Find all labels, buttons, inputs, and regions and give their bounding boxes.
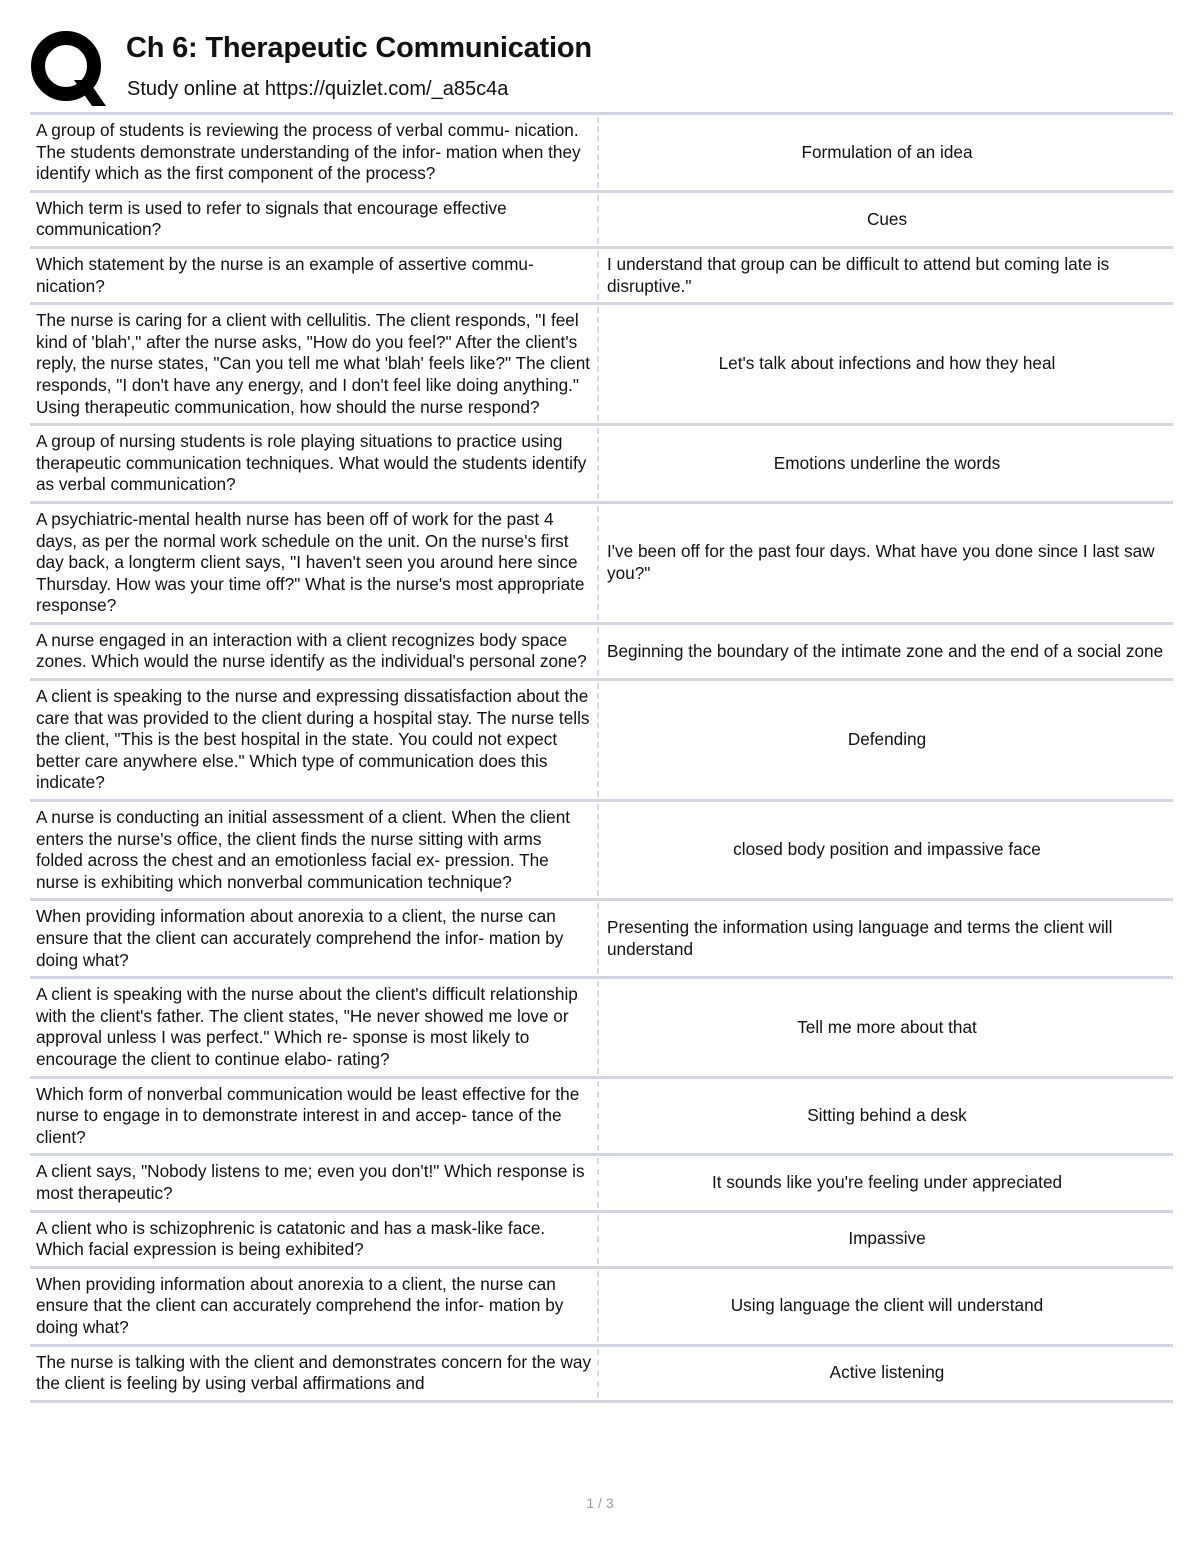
page-subtitle: Study online at https://quizlet.com/_a85c4a — [127, 78, 509, 100]
flashcard-term: A psychiatric-mental health nurse has been off of work for the past 4 days, as per the normal work schedule on the unit. On the nurse's first day back, a longterm client says, "I haven't seen you around here since Thursday. How was your time off?" What is the nurse's most appropriate response? — [30, 506, 599, 620]
flashcard-definition: I understand that group can be difficult to attend but coming late is disruptive." — [607, 253, 1110, 296]
flashcard-definition: Using language the client will understand — [730, 1295, 1044, 1316]
flashcard-definition: Impassive — [848, 1228, 926, 1249]
flashcard-term: A client is speaking to the nurse and expressing dissatisfaction about the care that was provided to the client during a hospital stay. The nurse tells the client, "This is the best hospital in the state. You could not expect better care anywhere else." Which type of communication does this indicate? — [30, 683, 599, 797]
flashcard-row — [30, 1079, 1173, 1157]
flashcard-term: A client says, "Nobody listens to me; even you don't!" Which response is most therapeutic? — [30, 1158, 599, 1207]
flashcard-definition: Defending — [847, 729, 927, 750]
flashcard-term: Which term is used to refer to signals that encourage effective communication? — [30, 195, 599, 244]
flashcard-definition: Tell me more about that — [797, 1016, 977, 1037]
flashcard-definition: I've been off for the past four days. What have you done since I last saw you?" — [607, 541, 1155, 583]
quizlet-logo-icon — [30, 30, 106, 106]
page-indicator: 1 / 3 — [586, 1495, 614, 1511]
page-title: Ch 6: Therapeutic Communication — [126, 32, 592, 64]
flashcard-definition: Presenting the information using language and terms the client will understand — [607, 917, 1113, 959]
flashcard-row — [30, 1347, 1173, 1403]
flashcard-term: A client is speaking with the nurse about the client's difficult relationship with the client's father. The client states, "He never showed me love or approval unless I was perfect." Which re- sponse is most likely to encourage the client to continue elabo- rating? — [30, 981, 599, 1073]
flashcard-definition: closed body position and impassive face — [733, 839, 1041, 860]
flashcard-row — [30, 802, 1173, 901]
flashcard-row — [30, 426, 1173, 504]
flashcard-term: Which form of nonverbal communication would be least effective for the nurse to engage in to demonstrate interest in and accep- tance of the client? — [30, 1081, 599, 1152]
flashcard-row — [30, 1156, 1173, 1212]
flashcard-row — [30, 681, 1173, 802]
flashcard-definition: Cues — [866, 208, 908, 229]
flashcard-definition: Sitting behind a desk — [807, 1105, 967, 1126]
document-header — [28, 26, 1178, 110]
flashcard-row — [30, 1213, 1173, 1269]
flashcard-term: The nurse is caring for a client with cellulitis. The client responds, "I feel kind of 'blah'," after the nurse asks, "How do you feel?" After the client's reply, the nurse states, "Can you tell me what 'blah' feels like?" The client responds, "I don't have any energy, and I don't feel like doing anything." Using therapeutic communication, how should the nurse respond? — [30, 307, 599, 421]
flashcard-definition: It sounds like you're feeling under appreciated — [711, 1172, 1063, 1193]
flashcard-term: Which statement by the nurse is an example of assertive commu- nication? — [30, 251, 599, 300]
flashcard-row — [30, 249, 1173, 305]
flashcard-term: A group of nursing students is role playing situations to practice using therapeutic communication techniques. What would the students identify as verbal communication? — [30, 428, 599, 499]
flashcard-list — [30, 112, 1173, 1403]
flashcard-row — [30, 979, 1173, 1078]
flashcard-term: A nurse is conducting an initial assessment of a client. When the client enters the nurse's office, the client finds the nurse sitting with arms folded across the chest and an emotionless facial ex- pression. The nurse is exhibiting which nonverbal communication technique? — [30, 804, 599, 896]
flashcard-row — [30, 115, 1173, 193]
flashcard-row — [30, 504, 1173, 625]
flashcard-row — [30, 193, 1173, 249]
flashcard-definition: Formulation of an idea — [801, 141, 973, 162]
flashcard-definition: Beginning the boundary of the intimate zone and the end of a social zone — [607, 640, 1164, 661]
flashcard-row — [30, 1269, 1173, 1347]
flashcard-term: The nurse is talking with the client and demonstrates concern for the way the client is feeling by using verbal affirmations and — [30, 1349, 599, 1398]
flashcard-definition: Let's talk about infections and how they heal — [718, 353, 1056, 374]
flashcard-row — [30, 305, 1173, 426]
flashcard-term: When providing information about anorexia to a client, the nurse can ensure that the client can accurately comprehend the infor- mation by doing what? — [30, 1271, 599, 1342]
flashcard-definition: Emotions underline the words — [773, 452, 1001, 473]
flashcard-row — [30, 625, 1173, 681]
flashcard-definition: Active listening — [829, 1362, 945, 1383]
flashcard-term: When providing information about anorexia to a client, the nurse can ensure that the client can accurately comprehend the infor- mation by doing what? — [30, 903, 599, 974]
flashcard-row — [30, 901, 1173, 979]
flashcard-term: A nurse engaged in an interaction with a client recognizes body space zones. Which would the nurse identify as the individual's personal zone? — [30, 627, 599, 676]
flashcard-term: A client who is schizophrenic is catatonic and has a mask-like face. Which facial expression is being exhibited? — [30, 1215, 599, 1264]
flashcard-term: A group of students is reviewing the process of verbal commu- nication. The students demonstrate understanding of the infor- mation when they identify which as the first component of the process? — [30, 117, 599, 188]
